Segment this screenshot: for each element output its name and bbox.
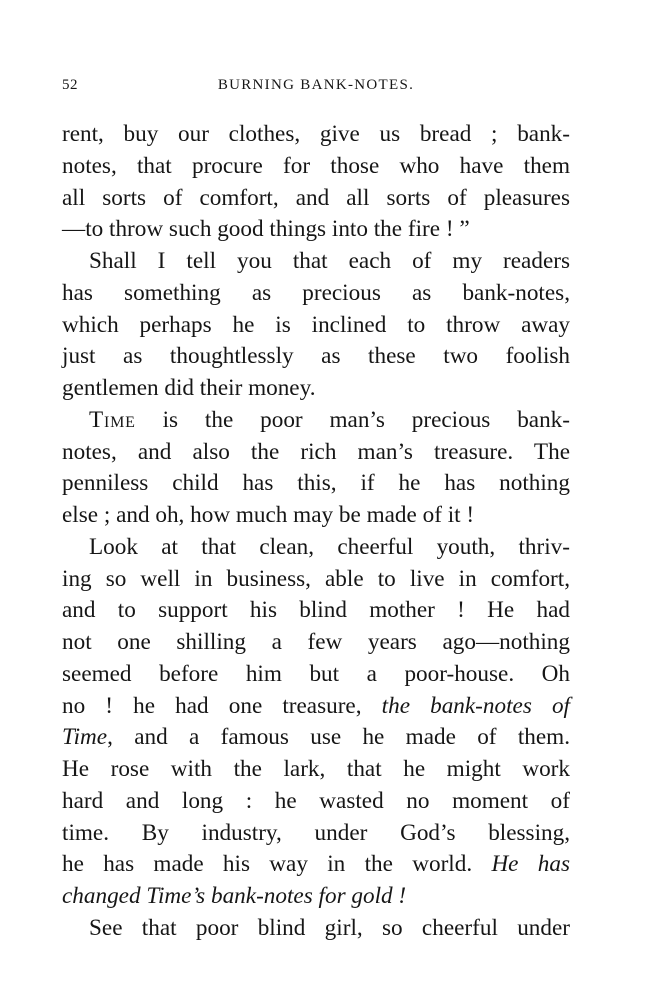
text-line: no ! he had one treasure, the bank-notes of xyxy=(62,692,570,719)
body-text xyxy=(62,119,570,945)
text-line: Shall I tell you that each of my readers xyxy=(89,248,570,274)
text-line: hard and long : he wasted no moment of xyxy=(62,787,570,814)
text-line: just as thoughtlessly as these two foolish xyxy=(62,343,570,370)
text-line: which perhaps he is inclined to throw away xyxy=(62,311,570,338)
text-line: and to support his blind mother ! He had xyxy=(62,597,570,624)
italic-phrase: the bank-notes of xyxy=(381,692,570,719)
text-line: penniless child has this, if he has nothing xyxy=(62,470,570,497)
text-line: he has made his way in the world. He has xyxy=(62,851,570,878)
italic-phrase: Time xyxy=(62,724,108,751)
running-head xyxy=(62,77,570,101)
italic-phrase: He has xyxy=(491,851,570,878)
italic-phrase: changed Time’s bank-notes for gold ! xyxy=(62,883,407,909)
text-line: notes, that procure for those who have them xyxy=(62,152,570,179)
text-line: Time is the poor man’s precious bank- xyxy=(89,406,570,433)
text-line: —to throw such good things into the fire ! ” xyxy=(62,216,470,243)
text-line: seemed before him but a poor-house. Oh xyxy=(62,660,570,687)
text-line: rent, buy our clothes, give us bread ; bank- xyxy=(62,121,570,147)
text-line: notes, and also the rich man’s treasure. The xyxy=(62,438,570,465)
small-caps-word: Time xyxy=(89,406,136,433)
text-line: See that poor blind girl, so cheerful under xyxy=(89,914,570,941)
text-line xyxy=(62,881,570,913)
running-title: BURNING BANK-NOTES. xyxy=(217,77,415,93)
text-line: Time, and a famous use he made of them. xyxy=(62,724,570,751)
page-number: 52 xyxy=(62,77,78,93)
text-line: else ; and oh, how much may be made of it ! xyxy=(62,502,475,528)
text-line: Look at that clean, cheerful youth, thriv- xyxy=(89,533,570,560)
text-line: has something as precious as bank-notes, xyxy=(62,279,570,306)
text-line: He rose with the lark, that he might work xyxy=(62,756,570,782)
text-line: time. By industry, under God’s blessing, xyxy=(62,819,570,846)
text-line: gentlemen did their money. xyxy=(62,375,316,401)
text-line: ing so well in business, able to live in comfort, xyxy=(62,565,570,592)
text-line: not one shilling a few years ago—nothing xyxy=(62,629,570,655)
text-line: all sorts of comfort, and all sorts of pleasures xyxy=(62,184,570,211)
